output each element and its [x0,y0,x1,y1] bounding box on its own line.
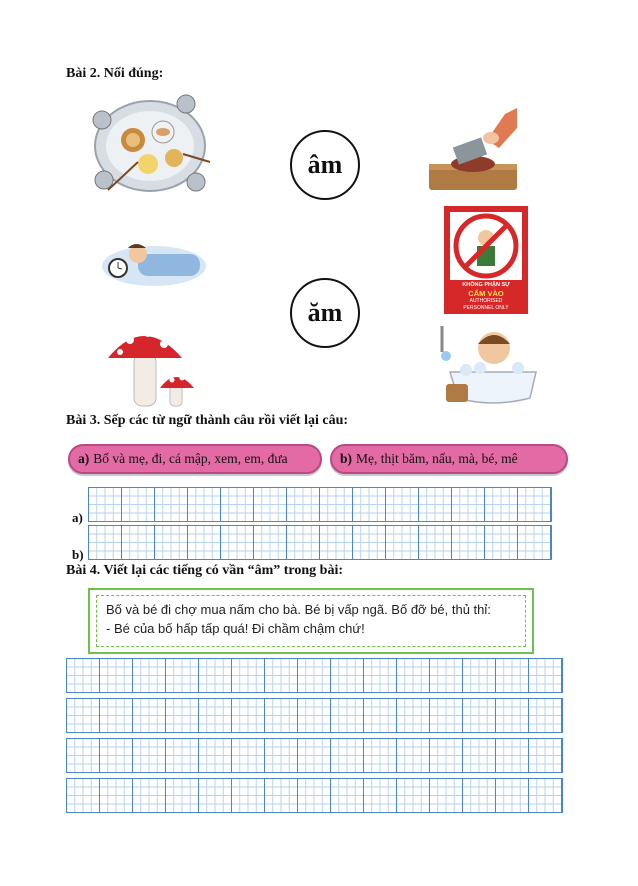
bathing-child-image [436,322,540,410]
word-card-a-label: a) [78,451,90,466]
writing-grid-b[interactable] [88,525,552,560]
passage-text [106,600,491,638]
bai4-heading: Bài 4. Viết lại các tiếng có vần “âm” trong bài: [66,563,343,578]
food-tray-image [88,92,213,200]
row-b-label: b) [72,547,84,562]
vowel-am-label: âm [307,150,343,179]
word-card-a-words: Bố và mẹ, đi, cá mập, xem, em, đưa [93,451,288,466]
word-card-b [330,444,568,474]
writing-grid-4[interactable] [66,778,563,813]
row-a-label: a) [72,510,83,525]
writing-grid-2[interactable] [66,698,563,733]
reading-passage-box [88,588,534,654]
vowel-am-breve-label: ăm [307,298,343,327]
vowel-am-circle [290,130,360,200]
word-card-a [68,444,322,474]
writing-grid-1[interactable] [66,658,563,693]
word-card-b-label: b) [340,451,353,466]
chopping-meat-image [425,104,520,194]
passage-line-2: - Bé của bố hấp tấp quá! Đi chầm chậm chứ! [106,621,365,636]
sign-text-2: CẤM VÀO [468,289,504,298]
sign-text-4: PERSONNEL ONLY [463,305,509,311]
writing-grid-a[interactable] [88,487,552,522]
word-card-b-words: Mẹ, thịt băm, nấu, mà, bé, mê [356,451,518,466]
passage-line-1: Bố và bé đi chợ mua nấm cho bà. Bé bị vấp ngã. Bố đỡ bé, thủ thỉ: [106,602,491,617]
vowel-am-breve-circle [290,278,360,348]
writing-grid-3[interactable] [66,738,563,773]
bai3-heading: Bài 3. Sếp các từ ngữ thành câu rồi viết lại câu: [66,413,349,428]
mushrooms-image [104,320,199,410]
sleeping-person-image [100,236,208,288]
bai2-heading: Bài 2. Nối đúng: [66,66,164,81]
sign-text-3: AUTHORISED [469,298,503,304]
sign-text-1: KHÔNG PHẬN SỰ [462,282,510,288]
